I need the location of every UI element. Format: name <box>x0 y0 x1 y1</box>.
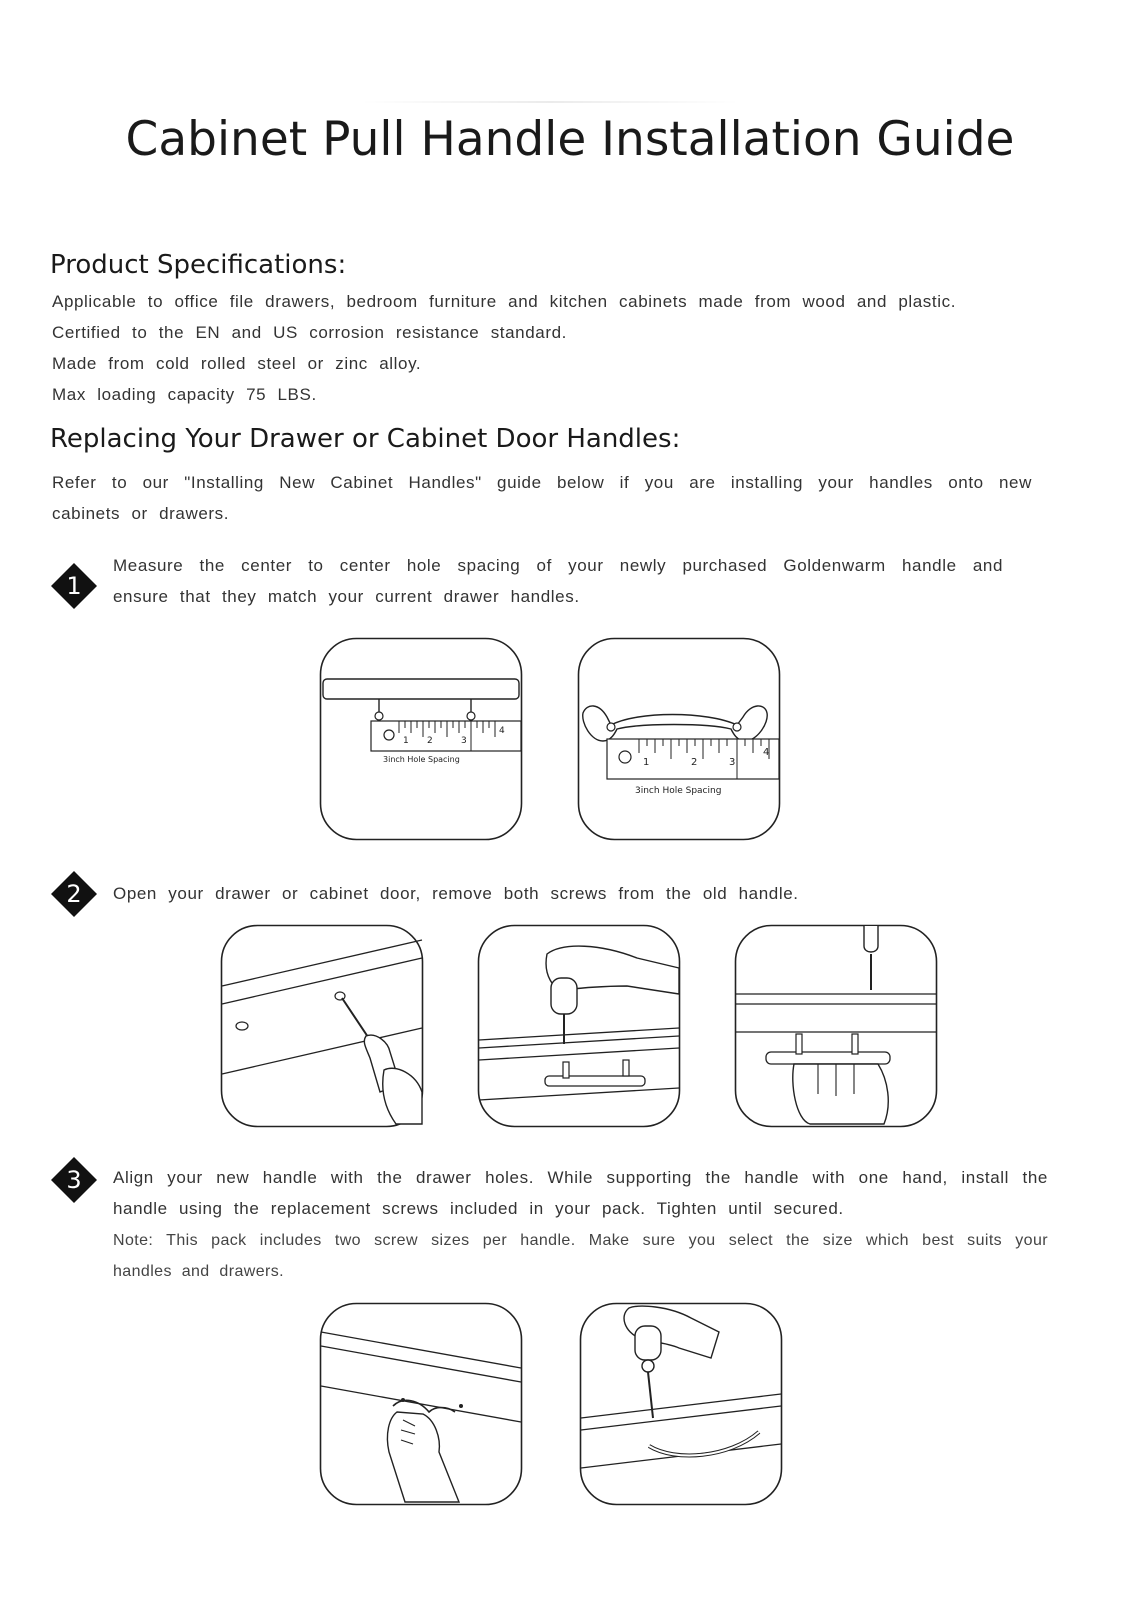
step-1-badge <box>50 562 98 610</box>
step-1-illustration-bar-handle <box>319 637 523 841</box>
top-divider <box>360 101 740 103</box>
step-3-number: 3 <box>66 1166 82 1194</box>
ruler-tick-4: 4 <box>499 726 505 736</box>
ruler-tick-1: 1 <box>403 736 409 746</box>
ruler-tick-2: 2 <box>427 736 433 746</box>
hole-spacing-label-b: 3inch Hole Spacing <box>635 786 722 796</box>
step-2-number: 2 <box>66 880 82 908</box>
hole-spacing-label: 3inch Hole Spacing <box>383 755 460 764</box>
replace-intro: Refer to our "Installing New Cabinet Handles" guide below if you are installing your handles onto new cabinets or drawers. <box>52 473 1032 523</box>
step-1-text: Measure the center to center hole spacing of your newly purchased Goldenwarm handle and ensure that they match your current drawer handles. <box>113 556 1003 606</box>
step-1-number: 1 <box>66 572 82 600</box>
spec-line-1: Applicable to office file drawers, bedroom furniture and kitchen cabinets made from wood and plastic. <box>52 292 957 311</box>
step-2-badge <box>50 870 98 918</box>
ruler-tick-4b: 4 <box>763 747 770 758</box>
step-2-illustration-remove-screw <box>220 924 424 1128</box>
ruler-tick-1b: 1 <box>643 757 650 768</box>
step-2-text: Open your drawer or cabinet door, remove both screws from the old handle. <box>113 884 799 903</box>
step-3-text: Align your new handle with the drawer holes. While supporting the handle with one hand, install the handle using the replacement screws included in your pack. Tighten until secured. <box>113 1168 1048 1218</box>
step-3-illustration-tighten-screws <box>579 1302 783 1506</box>
ruler-tick-2b: 2 <box>691 757 698 768</box>
page-title: Cabinet Pull Handle Installation Guide <box>125 112 1015 167</box>
spec-line-4: Max loading capacity 75 LBS. <box>52 385 317 404</box>
step-2-illustration-screwdriver-top <box>477 924 681 1128</box>
spec-line-2: Certified to the EN and US corrosion resistance standard. <box>52 323 567 342</box>
step-3-badge <box>50 1156 98 1204</box>
ruler-tick-3: 3 <box>461 736 467 746</box>
step-1-illustration-curved-handle <box>577 637 781 841</box>
step-3-illustration-align-handle <box>319 1302 523 1506</box>
specs-heading: Product Specifications: <box>50 250 347 280</box>
spec-line-3: Made from cold rolled steel or zinc alloy. <box>52 354 422 373</box>
step-3-note: Note: This pack includes two screw sizes per handle. Make sure you select the size which best suits your handles and drawers. <box>113 1232 1048 1280</box>
replace-heading: Replacing Your Drawer or Cabinet Door Handles: <box>50 424 681 454</box>
step-2-illustration-pull-handle <box>734 924 938 1128</box>
ruler-tick-3b: 3 <box>729 757 736 768</box>
